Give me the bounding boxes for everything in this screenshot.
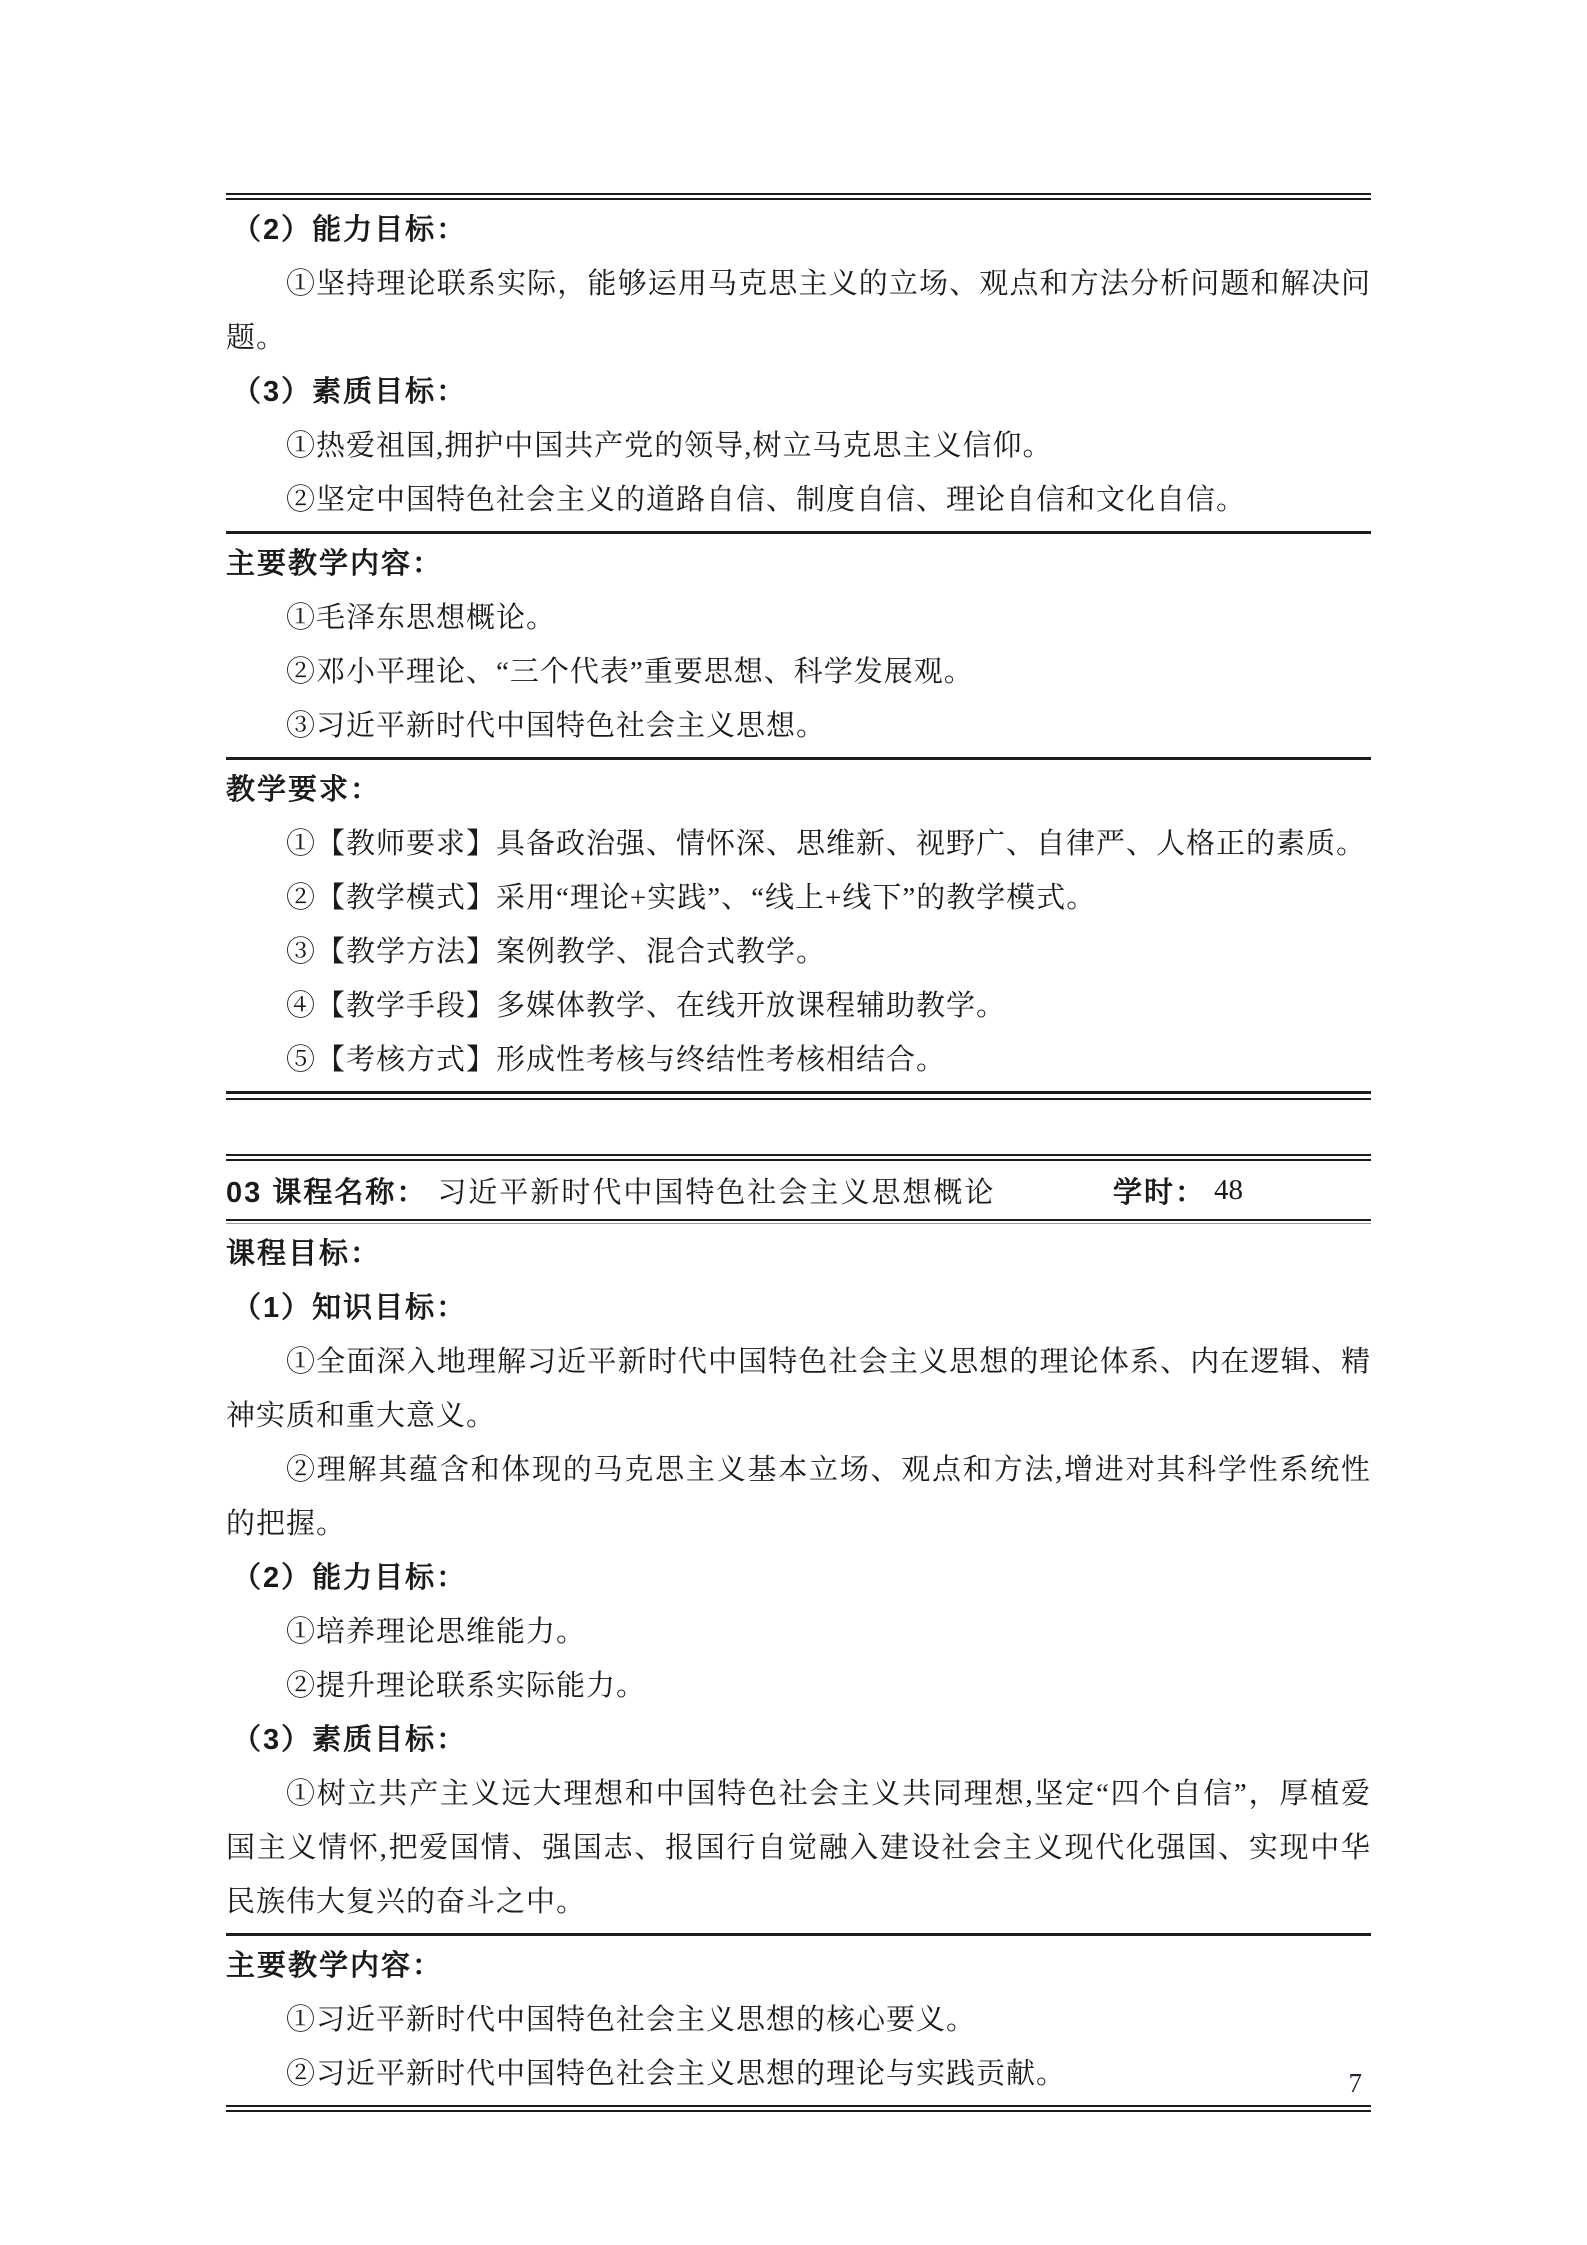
ability-goal-item: ①培养理论思维能力。 bbox=[286, 1616, 587, 1648]
table-gap bbox=[226, 1100, 1371, 1154]
quality-goal-item: ①热爱祖国,拥护中国共产党的领导,树立马克思主义信仰。 bbox=[286, 430, 1053, 462]
knowledge-goals-heading: （1）知识目标： bbox=[232, 1292, 468, 1324]
course-number-label: 03 课程名称： bbox=[226, 1176, 428, 1209]
quality-goals-heading: （3）素质目标： bbox=[232, 1724, 468, 1756]
ability-goal-item: ②提升理论联系实际能力。 bbox=[286, 1670, 647, 1702]
course-name: 习近平新时代中国特色社会主义思想概论 bbox=[437, 1176, 996, 1209]
knowledge-goal-item: ①全面深入地理解习近平新时代中国特色社会主义思想的理论体系、内在逻辑、精神实质和重大意义。 bbox=[226, 1346, 1371, 1432]
course-hours bbox=[1113, 1170, 1243, 1211]
ability-goals-heading: （2）能力目标： bbox=[232, 214, 468, 246]
teaching-content-item: ②习近平新时代中国特色社会主义思想的理论与实践贡献。 bbox=[286, 2058, 1067, 2090]
rule-top-double bbox=[226, 193, 1371, 200]
course-hours-value: 48 bbox=[1214, 1173, 1243, 1206]
teaching-requirement-item: ③【教学方法】案例教学、混合式教学。 bbox=[286, 936, 827, 968]
section-teaching-content-1 bbox=[226, 534, 1371, 757]
teaching-requirement-item: ②【教学模式】采用“理论+实践”、“线上+线下”的教学模式。 bbox=[286, 882, 1097, 914]
course-hours-label: 学时： bbox=[1112, 1176, 1206, 1209]
teaching-requirement-item: ④【教学手段】多媒体教学、在线开放课程辅助教学。 bbox=[286, 990, 1007, 1022]
ability-goal-item: ①坚持理论联系实际，能够运用马克思主义的立场、观点和方法分析问题和解决问题。 bbox=[226, 268, 1371, 354]
quality-goals-heading: （3）素质目标： bbox=[232, 376, 468, 408]
teaching-requirement-item: ⑤【考核方式】形成性考核与终结性考核相结合。 bbox=[286, 1044, 947, 1076]
quality-goal-item: ①树立共产主义远大理想和中国特色社会主义共同理想,坚定“四个自信”，厚植爱国主义情怀,把爱国情、强国志、报国行自觉融入建设社会主义现代化强国、实现中华民族伟大复兴的奋斗之中。 bbox=[226, 1778, 1371, 1918]
section-course-objectives bbox=[226, 1224, 1371, 1933]
teaching-content-item: ②邓小平理论、“三个代表”重要思想、科学发展观。 bbox=[286, 656, 974, 688]
page-number: 7 bbox=[1348, 2068, 1362, 2098]
section-teaching-content-2 bbox=[226, 1936, 1371, 2105]
document-content bbox=[226, 193, 1371, 2112]
teaching-requirements-title: 教学要求： bbox=[226, 774, 382, 806]
section-goals-continuation bbox=[226, 200, 1371, 531]
rule-bottom-double bbox=[226, 2105, 1371, 2112]
teaching-content-item: ③习近平新时代中国特色社会主义思想。 bbox=[286, 710, 827, 742]
teaching-content-item: ①毛泽东思想概论。 bbox=[286, 602, 557, 634]
rule-table-end-double bbox=[226, 1091, 1371, 1100]
knowledge-goal-item: ②理解其蕴含和体现的马克思主义基本立场、观点和方法,增进对其科学性系统性的把握。 bbox=[226, 1454, 1371, 1540]
rule-table-start-double bbox=[226, 1154, 1371, 1161]
section-teaching-requirements bbox=[226, 760, 1371, 1091]
course-objectives-title: 课程目标： bbox=[226, 1238, 382, 1270]
teaching-content-title: 主要教学内容： bbox=[226, 548, 444, 580]
quality-goal-item: ②坚定中国特色社会主义的道路自信、制度自信、理论自信和文化自信。 bbox=[286, 484, 1247, 516]
course-header-row bbox=[226, 1161, 1371, 1219]
teaching-content-item: ①习近平新时代中国特色社会主义思想的核心要义。 bbox=[286, 2004, 977, 2036]
ability-goals-heading: （2）能力目标： bbox=[232, 1562, 468, 1594]
teaching-requirement-item: ①【教师要求】具备政治强、情怀深、思维新、视野广、自律严、人格正的素质。 bbox=[286, 828, 1367, 860]
teaching-content-title: 主要教学内容： bbox=[226, 1950, 444, 1982]
